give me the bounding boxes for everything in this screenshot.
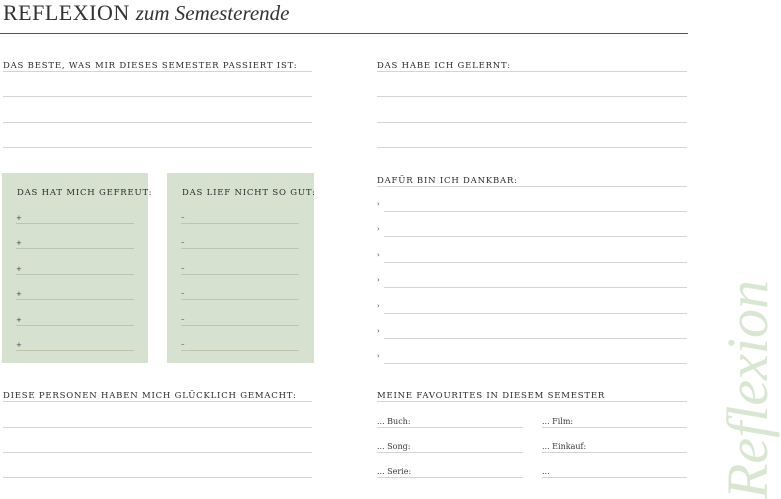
writing-line[interactable] (377, 427, 523, 428)
writing-line[interactable] (384, 211, 687, 212)
writing-line[interactable] (384, 363, 687, 364)
writing-line (377, 186, 687, 187)
learned-heading: DAS HABE ICH GELERNT: (377, 61, 511, 71)
writing-line[interactable] (384, 236, 687, 237)
minus-bullet: – (181, 340, 185, 348)
writing-line[interactable] (181, 274, 299, 275)
favourites-heading: MEINE FAVOURITES IN DIESEM SEMESTER (377, 391, 606, 401)
title-main: REFLEXION (3, 0, 130, 25)
plus-bullet: + (16, 265, 22, 273)
writing-line[interactable] (3, 96, 312, 97)
minus-bullet: – (181, 238, 185, 246)
decorative-word-text: Reflexion (715, 279, 780, 499)
fav-book-label: ... Buch: (377, 417, 411, 426)
writing-line[interactable] (181, 223, 299, 224)
writing-line[interactable] (384, 313, 687, 314)
arrow-bullet: › (377, 225, 380, 233)
people-heading: DIESE PERSONEN HABEN MICH GLÜCKLICH GEMACHT: (3, 391, 297, 401)
writing-line[interactable] (3, 477, 312, 478)
plus-bullet: + (16, 214, 22, 222)
bad-heading: DAS LIEF NICHT SO GUT: (182, 188, 316, 198)
grateful-heading: DAFÜR BIN ICH DANKBAR: (377, 176, 518, 186)
best-heading: DAS BESTE, WAS MIR DIESES SEMESTER PASSIERT IST: (3, 61, 298, 71)
writing-line[interactable] (377, 477, 523, 478)
writing-line[interactable] (377, 147, 687, 148)
plus-bullet: + (16, 341, 22, 349)
plus-bullet: + (16, 290, 22, 298)
plus-bullet: + (16, 239, 22, 247)
writing-line[interactable] (377, 122, 687, 123)
arrow-bullet: › (377, 302, 380, 310)
writing-line[interactable] (384, 262, 687, 263)
writing-line[interactable] (16, 299, 134, 300)
happy-heading: DAS HAT MICH GEFREUT: (17, 188, 153, 198)
minus-bullet: – (181, 289, 185, 297)
writing-line[interactable] (384, 338, 687, 339)
writing-line[interactable] (377, 96, 687, 97)
page-title (3, 0, 289, 26)
writing-line[interactable] (3, 122, 312, 123)
arrow-bullet: › (377, 251, 380, 259)
happy-box (2, 173, 153, 363)
arrow-bullet: › (377, 352, 380, 360)
writing-line[interactable] (377, 71, 687, 72)
writing-line[interactable] (16, 274, 134, 275)
arrow-bullet: › (377, 200, 380, 208)
writing-line[interactable] (377, 452, 523, 453)
minus-bullet: – (181, 264, 185, 272)
writing-line[interactable] (181, 350, 299, 351)
writing-line[interactable] (384, 287, 687, 288)
writing-line[interactable] (3, 452, 312, 453)
writing-line[interactable] (181, 325, 299, 326)
title-divider (0, 33, 688, 34)
writing-line[interactable] (16, 350, 134, 351)
plus-bullet: + (16, 316, 22, 324)
minus-bullet: – (181, 315, 185, 323)
fav-series-label: ... Serie: (377, 467, 412, 476)
writing-line[interactable] (3, 147, 312, 148)
writing-line[interactable] (181, 299, 299, 300)
writing-line[interactable] (3, 401, 312, 402)
writing-line[interactable] (181, 248, 299, 249)
writing-line (377, 401, 687, 402)
arrow-bullet: › (377, 327, 380, 335)
writing-line[interactable] (3, 427, 312, 428)
fav-shopping-label: ... Einkauf: (542, 442, 587, 451)
arrow-bullet: › (377, 276, 380, 284)
fav-blank-label: ... (542, 467, 550, 476)
title-sub: zum Semesterende (135, 1, 290, 25)
decorative-vertical-word (666, 267, 780, 499)
writing-line[interactable] (16, 248, 134, 249)
writing-line[interactable] (16, 223, 134, 224)
bad-box (167, 173, 314, 363)
writing-line[interactable] (16, 325, 134, 326)
writing-line[interactable] (3, 71, 312, 72)
minus-bullet: – (181, 213, 185, 221)
fav-song-label: ... Song: (377, 442, 411, 451)
fav-film-label: ... Film: (542, 417, 574, 426)
